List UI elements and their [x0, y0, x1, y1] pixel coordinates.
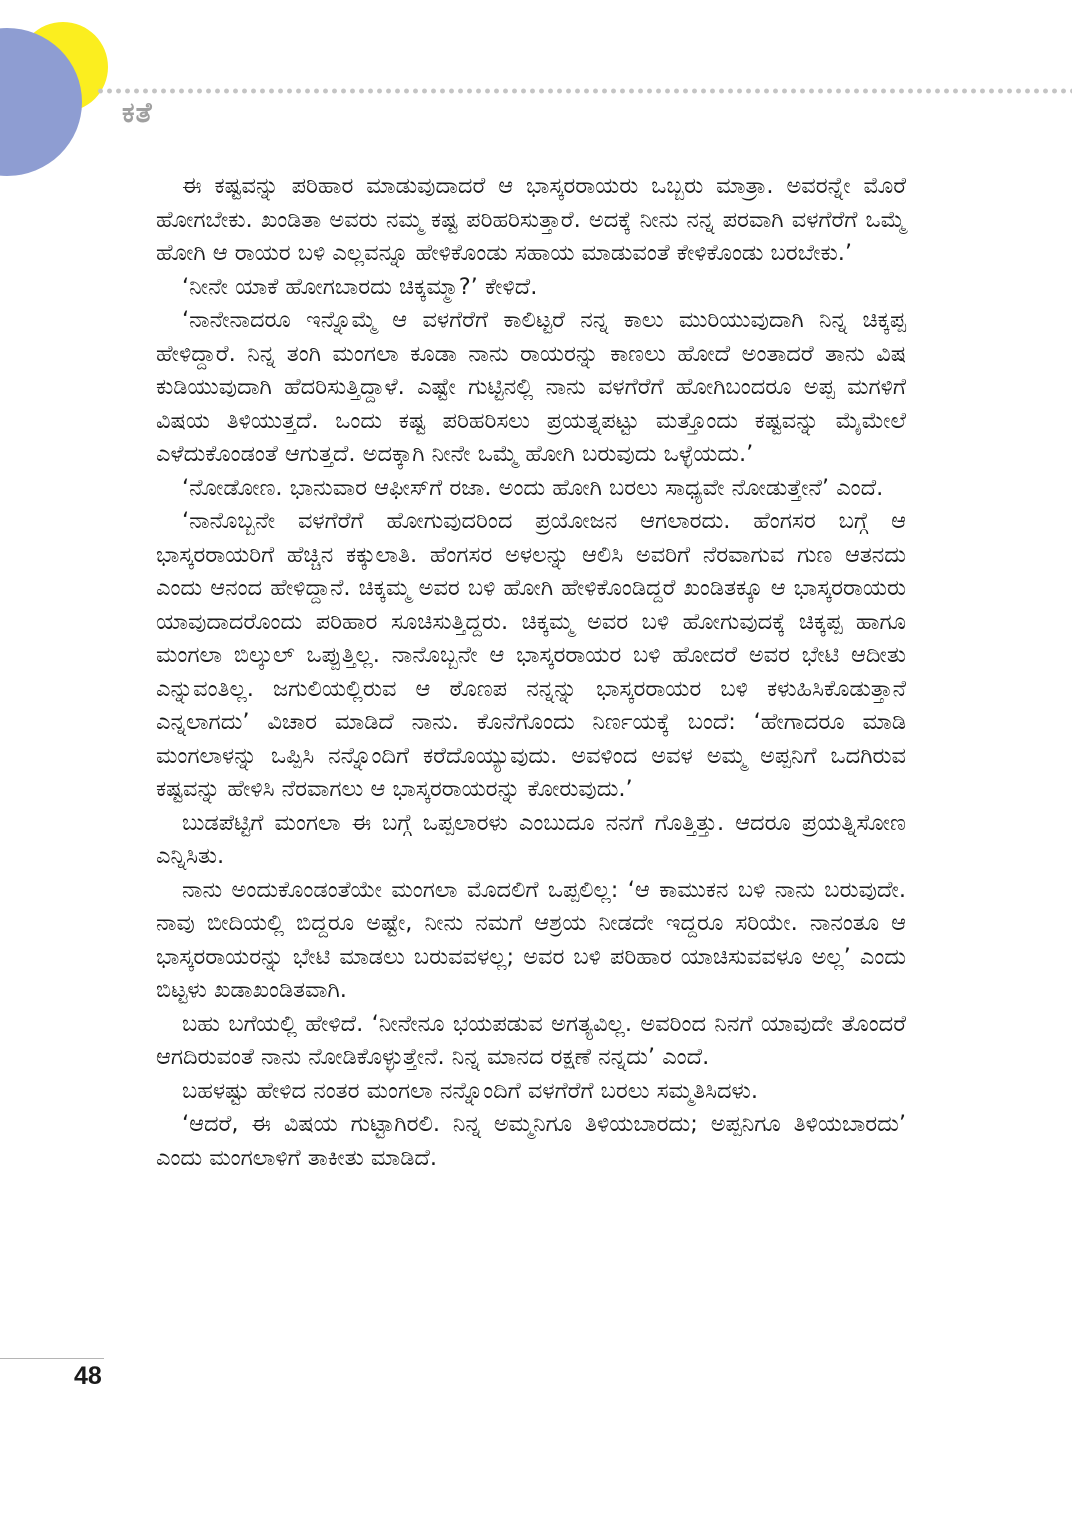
paragraph: ‘ನಾನೊಬ್ಬನೇ ವಳಗೆರೆಗೆ ಹೋಗುವುದರಿಂದ ಪ್ರಯೋಜನ ಆಗಲಾರದು. ಹೆಂಗಸರ ಬಗ್ಗೆ ಆ ಭಾಸ್ಕರರಾಯರಿಗೆ ಹೆಚ್ಚಿನ ಕಕ್ಕುಲಾತಿ. ಹೆಂಗಸರ ಅಳಲನ್ನು ಆಲಿಸಿ ಅವರಿಗೆ ನೆರವಾಗುವ ಗುಣ ಆತನದು ಎಂದು ಆನಂದ ಹೇಳಿದ್ದಾನೆ. ಚಿಕ್ಕಮ್ಮ ಅವರ ಬಳಿ ಹೋಗಿ ಹೇಳಿಕೊಂಡಿದ್ದರೆ ಖಂಡಿತಕ್ಕೂ ಆ ಭಾಸ್ಕರರಾಯರು ಯಾವುದಾದರೊಂದು ಪರಿಹಾರ ಸೂಚಿಸುತ್ತಿದ್ದರು. ಚಿಕ್ಕಮ್ಮ ಅವರ ಬಳಿ ಹೋಗುವುದಕ್ಕೆ ಚಿಕ್ಕಪ್ಪ ಹಾಗೂ ಮಂಗಲಾ ಬಿಲ್ಕುಲ್ ಒಪ್ಪುತ್ತಿಲ್ಲ. ನಾನೊಬ್ಬನೇ ಆ ಭಾಸ್ಕರರಾಯರ ಬಳಿ ಹೋದರೆ ಅವರ ಭೇಟಿ ಆದೀತು ಎನ್ನುವಂತಿಲ್ಲ. ಜಗುಲಿಯಲ್ಲಿರುವ ಆ ಠೊಣಪ ನನ್ನನ್ನು ಭಾಸ್ಕರರಾಯರ ಬಳಿ ಕಳುಹಿಸಿಕೊಡುತ್ತಾನೆ ಎನ್ನಲಾಗದು’ ವಿಚಾರ ಮಾಡಿದೆ ನಾನು. ಕೊನೆಗೊಂದು ನಿರ್ಣಯಕ್ಕೆ ಬಂದೆ: ‘ಹೇಗಾದರೂ ಮಾಡಿ ಮಂಗಲಾಳನ್ನು ಒಪ್ಪಿಸಿ ನನ್ನೊಂದಿಗೆ ಕರೆದೊಯ್ಯುವುದು. ಅವಳಿಂದ ಅವಳ ಅಮ್ಮ ಅಪ್ಪನಿಗೆ ಒದಗಿರುವ ಕಷ್ಟವನ್ನು ಹೇಳಿಸಿ ನೆರವಾಗಲು ಆ ಭಾಸ್ಕರರಾಯರನ್ನು ಕೋರುವುದು.’: [156, 508, 906, 802]
footer-rule: [0, 1358, 104, 1359]
paragraph: ಬುಡಪೆಟ್ಟಿಗೆ ಮಂಗಲಾ ಈ ಬಗ್ಗೆ ಒಪ್ಪಲಾರಳು ಎಂಬುದೂ ನನಗೆ ಗೊತ್ತಿತ್ತು. ಆದರೂ ಪ್ರಯತ್ನಿಸೋಣ ಎನ್ನಿಸಿತು.: [156, 809, 906, 869]
paragraph: ನಾನು ಅಂದುಕೊಂಡಂತೆಯೇ ಮಂಗಲಾ ಮೊದಲಿಗೆ ಒಪ್ಪಲಿಲ್ಲ: ‘ಆ ಕಾಮುಕನ ಬಳಿ ನಾನು ಬರುವುದೇ. ನಾವು ಬೀದಿಯಲ್ಲಿ ಬಿದ್ದರೂ ಅಷ್ಟೇ, ನೀನು ನಮಗೆ ಆಶ್ರಯ ನೀಡದೇ ಇದ್ದರೂ ಸರಿಯೇ. ನಾನಂತೂ ಆ ಭಾಸ್ಕರರಾಯರನ್ನು ಭೇಟಿ ಮಾಡಲು ಬರುವವಳಲ್ಲ; ಅವರ ಬಳಿ ಪರಿಹಾರ ಯಾಚಿಸುವವಳೂ ಅಲ್ಲ’ ಎಂದು ಬಿಟ್ಟಳು ಖಡಾಖಂಡಿತವಾಗಿ.: [156, 876, 906, 1003]
section-label: ಕತೆ: [122, 96, 153, 129]
story-body: [156, 170, 906, 1175]
paragraph: ಈ ಕಷ್ಟವನ್ನು ಪರಿಹಾರ ಮಾಡುವುದಾದರೆ ಆ ಭಾಸ್ಕರರಾಯರು ಒಬ್ಬರು ಮಾತ್ರಾ. ಅವರನ್ನೇ ಮೊರೆ ಹೋಗಬೇಕು. ಖಂಡಿತಾ ಅವರು ನಮ್ಮ ಕಷ್ಟ ಪರಿಹರಿಸುತ್ತಾರೆ. ಅದಕ್ಕೆ ನೀನು ನನ್ನ ಪರವಾಗಿ ವಳಗೆರೆಗೆ ಒಮ್ಮೆ ಹೋಗಿ ಆ ರಾಯರ ಬಳಿ ಎಲ್ಲವನ್ನೂ ಹೇಳಿಕೊಂಡು ಸಹಾಯ ಮಾಡುವಂತೆ ಕೇಳಿಕೊಂಡು ಬರಬೇಕು.’: [156, 173, 906, 266]
paragraph: ‘ನೋಡೋಣ. ಭಾನುವಾರ ಆಫೀಸ್‌ಗೆ ರಜಾ. ಅಂದು ಹೋಗಿ ಬರಲು ಸಾಧ್ಯವೇ ನೋಡುತ್ತೇನೆ’ ಎಂದೆ.: [182, 474, 884, 501]
page-number: 48: [74, 1362, 102, 1390]
dotted-header-rule: [96, 88, 1072, 94]
paragraph: ‘ನೀನೇ ಯಾಕೆ ಹೋಗಬಾರದು ಚಿಕ್ಕಮ್ಮಾ?’ ಕೇಳಿದೆ.: [182, 273, 538, 300]
paragraph: ‘ನಾನೇನಾದರೂ ಇನ್ನೊಮ್ಮೆ ಆ ವಳಗೆರೆಗೆ ಕಾಲಿಟ್ಟರೆ ನನ್ನ ಕಾಲು ಮುರಿಯುವುದಾಗಿ ನಿನ್ನ ಚಿಕ್ಕಪ್ಪ ಹೇಳಿದ್ದಾರೆ. ನಿನ್ನ ತಂಗಿ ಮಂಗಲಾ ಕೂಡಾ ನಾನು ರಾಯರನ್ನು ಕಾಣಲು ಹೋದೆ ಅಂತಾದರೆ ತಾನು ವಿಷ ಕುಡಿಯುವುದಾಗಿ ಹೆದರಿಸುತ್ತಿದ್ದಾಳೆ. ಎಷ್ಟೇ ಗುಟ್ಟಿನಲ್ಲಿ ನಾನು ವಳಗೆರೆಗೆ ಹೋಗಿಬಂದರೂ ಅಪ್ಪ ಮಗಳಿಗೆ ವಿಷಯ ತಿಳಿಯುತ್ತದೆ. ಒಂದು ಕಷ್ಟ ಪರಿಹರಿಸಲು ಪ್ರಯತ್ನಪಟ್ಟು ಮತ್ತೊಂದು ಕಷ್ಟವನ್ನು ಮೈಮೇಲೆ ಎಳೆದುಕೊಂಡಂತೆ ಆಗುತ್ತದೆ. ಅದಕ್ಕಾಗಿ ನೀನೇ ಒಮ್ಮೆ ಹೋಗಿ ಬರುವುದು ಒಳ್ಳೆಯದು.’: [156, 307, 906, 467]
paragraph: ಬಹು ಬಗೆಯಲ್ಲಿ ಹೇಳಿದೆ. ‘ನೀನೇನೂ ಭಯಪಡುವ ಅಗತ್ಯವಿಲ್ಲ. ಅವರಿಂದ ನಿನಗೆ ಯಾವುದೇ ತೊಂದರೆ ಆಗದಿರುವಂತೆ ನಾನು ನೋಡಿಕೊಳ್ಳುತ್ತೇನೆ. ನಿನ್ನ ಮಾನದ ರಕ್ಷಣೆ ನನ್ನದು’ ಎಂದೆ.: [156, 1010, 906, 1070]
paragraph: ಬಹಳಷ್ಟು ಹೇಳಿದ ನಂತರ ಮಂಗಲಾ ನನ್ನೊಂದಿಗೆ ವಳಗೆರೆಗೆ ಬರಲು ಸಮ್ಮತಿಸಿದಳು.: [182, 1077, 759, 1104]
paragraph: ‘ಆದರೆ, ಈ ವಿಷಯ ಗುಟ್ಟಾಗಿರಲಿ. ನಿನ್ನ ಅಮ್ಮನಿಗೂ ತಿಳಿಯಬಾರದು; ಅಪ್ಪನಿಗೂ ತಿಳಿಯಬಾರದು’ ಎಂದು ಮಂಗಲಾಳಿಗೆ ತಾಕೀತು ಮಾಡಿದೆ.: [156, 1111, 906, 1171]
